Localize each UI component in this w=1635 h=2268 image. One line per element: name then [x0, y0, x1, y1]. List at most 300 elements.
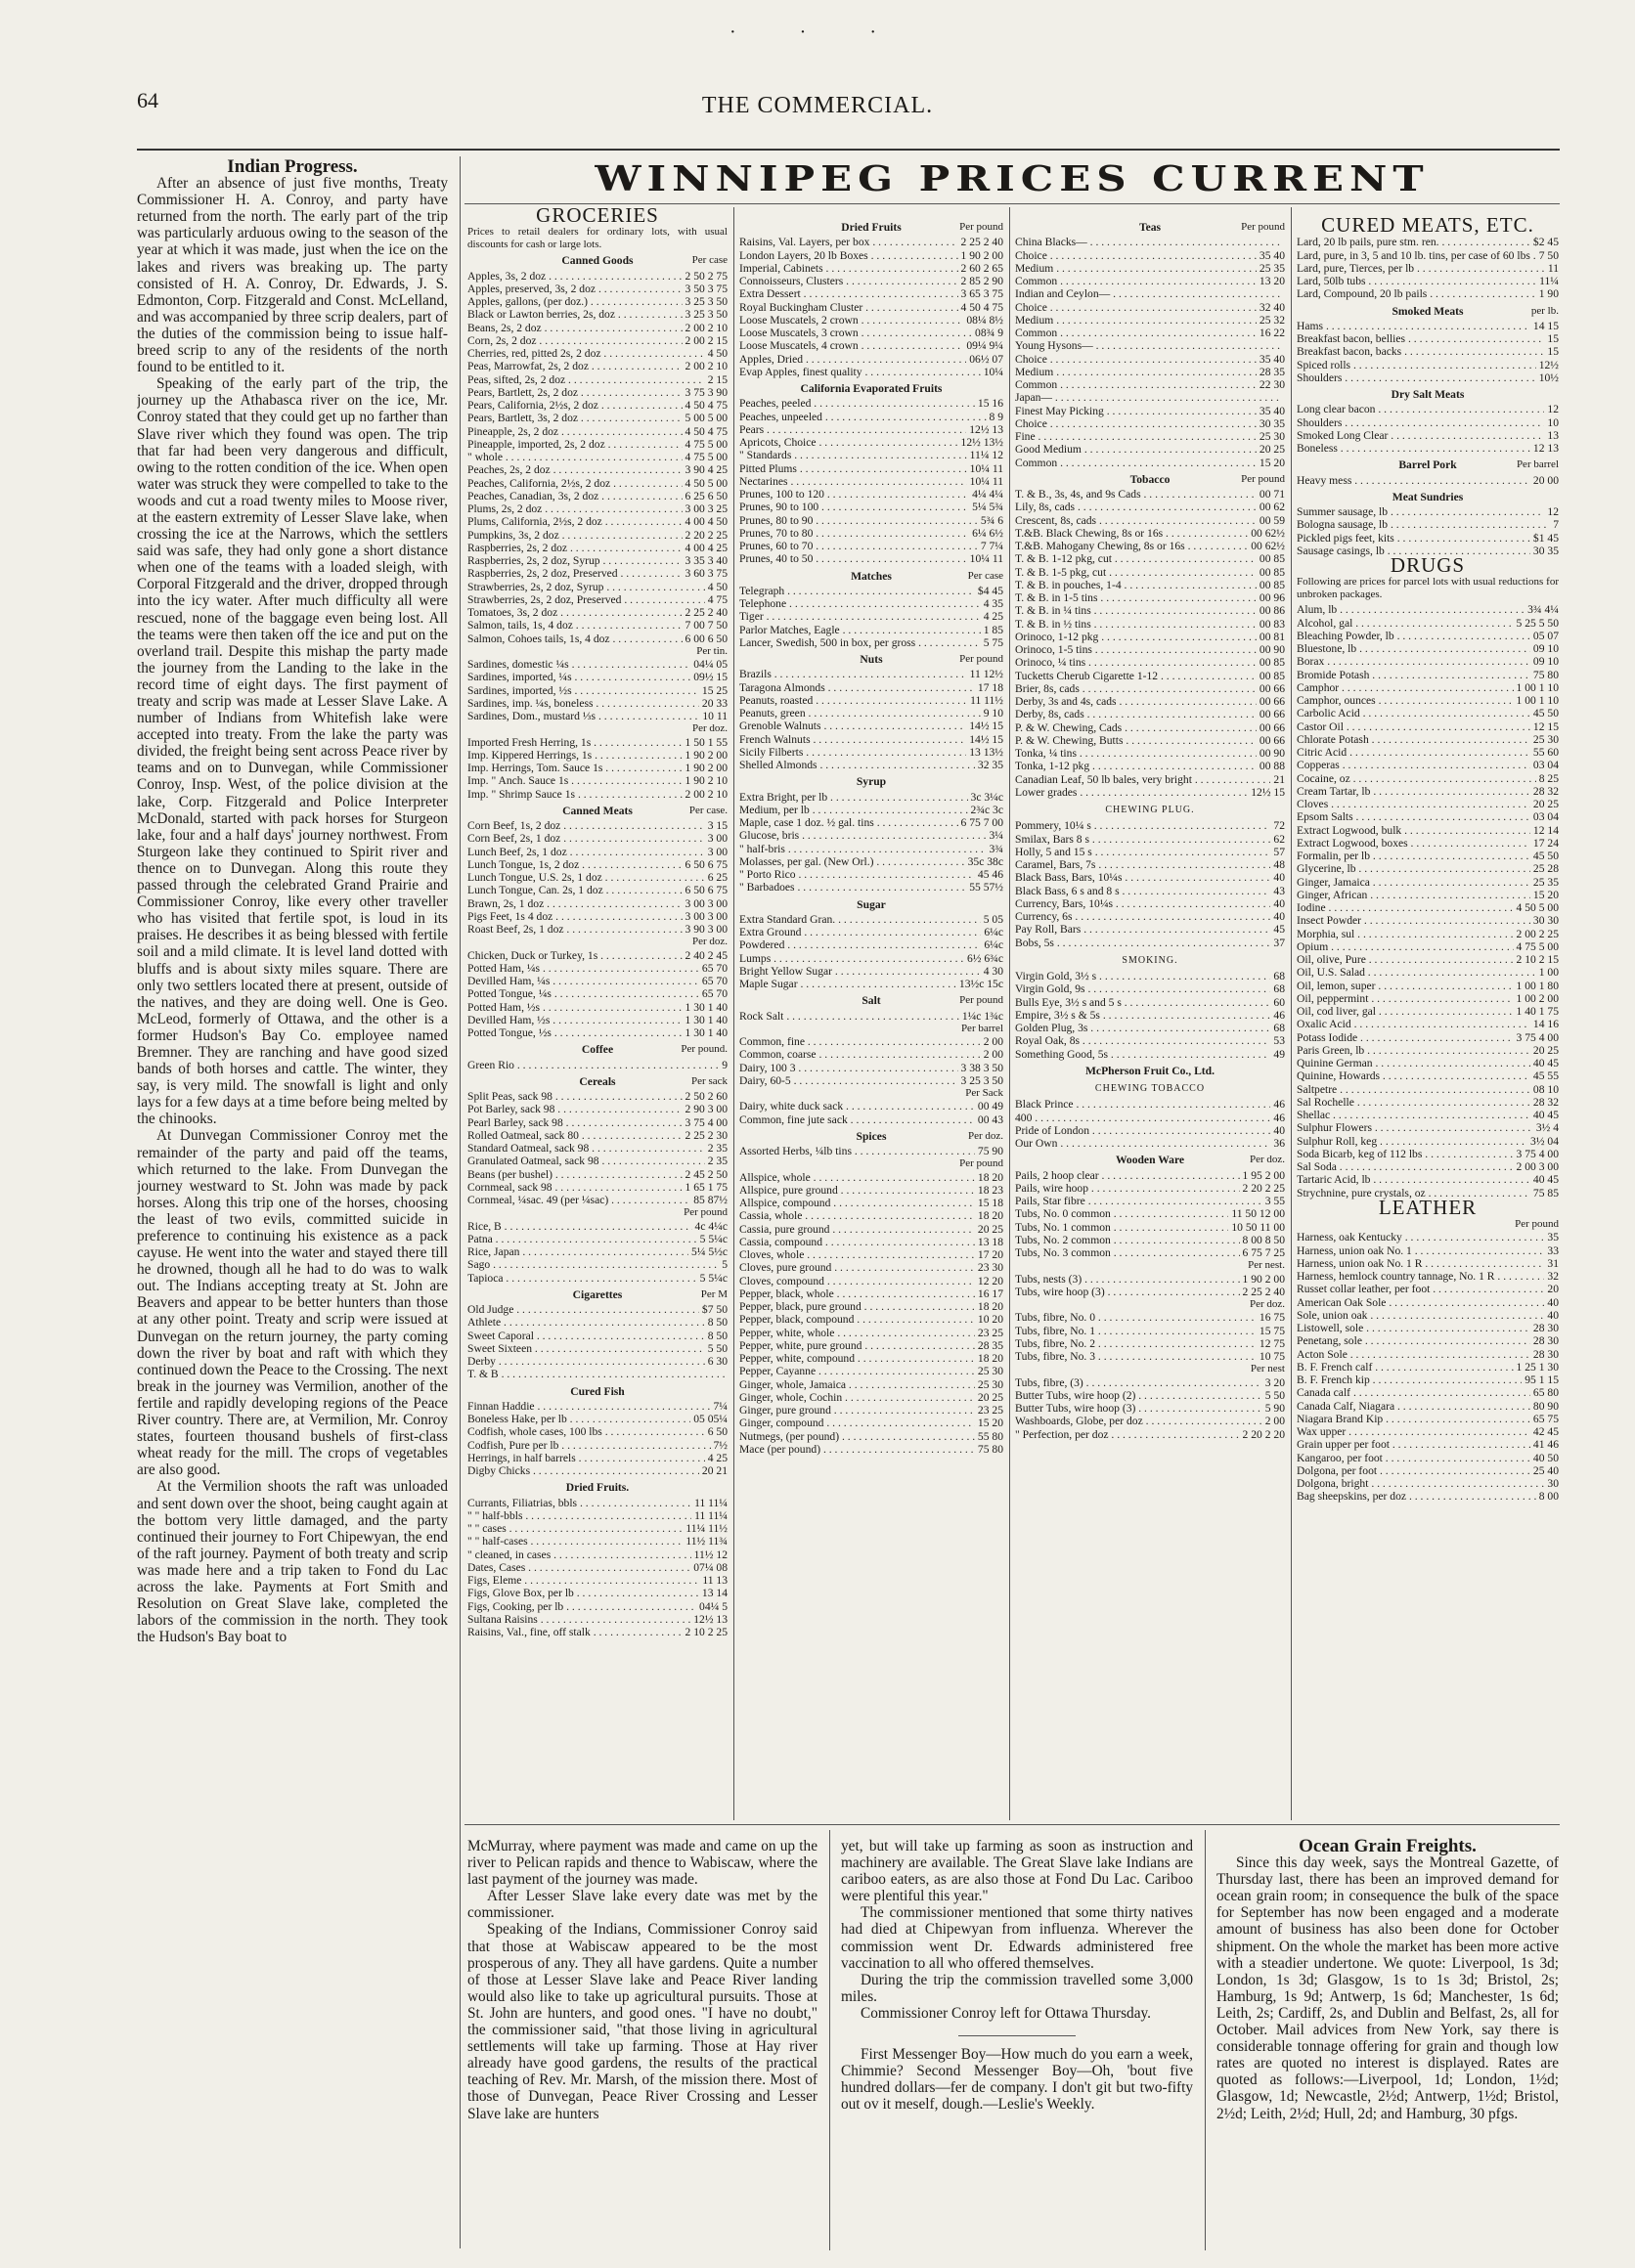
price-row	[739, 1248, 1003, 1261]
price-row	[739, 327, 1003, 339]
item-name: Alum, lb . . .	[1297, 603, 1525, 616]
price-row	[739, 1378, 1003, 1391]
item-price: 15 20	[977, 1417, 1003, 1430]
item-name: Sardines, imported, ¼s . . .	[467, 671, 690, 683]
item-name: Cream Tartar, lb . . .	[1297, 785, 1530, 798]
item-price: 1 50 1 55	[685, 735, 728, 749]
section-header-row	[467, 1481, 728, 1494]
item-price: 65 75	[1532, 1412, 1559, 1425]
item-price: 09 10	[1532, 655, 1559, 669]
item-name: Tubs, nests (3) . . .	[1015, 1273, 1240, 1286]
price-row	[467, 1561, 728, 1574]
item-name: Acton Sole . . .	[1297, 1348, 1530, 1361]
price-row	[467, 1400, 728, 1413]
item-price: 17 20	[977, 1248, 1003, 1261]
item-name: Cassia, whole . . .	[739, 1209, 975, 1222]
item-name: Kangaroo, per foot . . .	[1297, 1452, 1530, 1464]
price-row	[467, 1342, 728, 1355]
price-row	[1015, 1098, 1285, 1111]
price-row	[467, 1425, 728, 1438]
item-name: Pot Barley, sack 98 . . .	[467, 1103, 683, 1115]
price-row	[739, 501, 1003, 513]
item-price: 6¼ 6½	[972, 526, 1003, 540]
item-price: 08¼ 8½	[966, 313, 1003, 327]
item-price: 3½ 04	[1530, 1134, 1559, 1148]
price-row	[739, 353, 1003, 366]
item-name: Tubs, fibre, (3) . . .	[1015, 1376, 1262, 1389]
price-row	[467, 1330, 728, 1342]
price-row	[1297, 1018, 1559, 1030]
item-price: 00 59	[1259, 513, 1285, 527]
price-row	[1015, 1402, 1285, 1415]
price-row	[1015, 656, 1285, 669]
price-row	[467, 554, 728, 567]
item-name: Pears . . .	[739, 423, 966, 436]
price-row	[739, 1171, 1003, 1184]
price-row	[1015, 937, 1285, 949]
item-price: 4 75 5 00	[685, 437, 728, 451]
price-row	[467, 529, 728, 542]
price-row	[1297, 733, 1559, 746]
item-name: Virgin Gold, 9s . . .	[1015, 982, 1270, 995]
price-row	[739, 881, 1003, 894]
price-row	[467, 1439, 728, 1452]
item-price: 05 07	[1532, 629, 1559, 642]
item-name: Tubs, wire hoop (3) . . .	[1015, 1286, 1240, 1298]
price-row	[1297, 928, 1559, 940]
article-paragraph: At Dunvegan Commissioner Conroy met the remainder of the party and paid off the teams, which returned to the lake. From Dunvegan the journey westward to St. John was made by pack horses. Along this trip one of the horses, choosing the least of two evils, committed suicide in preference to continuing his existence as a pack cayuse. He went into the water and stayed there till he drowned, though all he had to do was to walk out. The Indians accepting treaty at St. John are Beavers and appear to be better hunters than those at any other point. Treaty and scrip were issued at Dunvegan on the return journey, the party coming down the river by boat and raft with which they continued down the Peace to the Crossing. The next break in the journey was Vermilion, another of the fertile and rapidly developing regions of the Peace River country. There are, at Vermilion, Mr. Conroy states, fourteen thousand bushels of first-class wheat ready for the mill. The crops of vegetables are also good.	[137, 1127, 448, 1479]
item-price: 06½ 07	[969, 352, 1003, 366]
item-name: Telegraph . . .	[739, 585, 975, 597]
section-heading: Cereals	[579, 1074, 616, 1088]
article-paragraph: Commissioner Conroy left for Ottawa Thursday.	[861, 2004, 1151, 2022]
item-price: 17 18	[977, 680, 1003, 694]
price-row	[467, 1522, 728, 1535]
price-row	[1297, 236, 1559, 248]
price-row	[1297, 249, 1559, 262]
price-row	[1015, 734, 1285, 747]
price-row	[467, 399, 728, 412]
item-price: 1 30 1 40	[685, 1026, 728, 1040]
item-price: 3 50 3 75	[685, 282, 728, 295]
item-price: 3¾ 4¼	[1527, 603, 1559, 617]
price-row	[1015, 970, 1285, 982]
item-price: 8 50	[707, 1316, 728, 1330]
price-row	[1297, 1044, 1559, 1057]
item-price: 2 00 3 00	[1516, 1160, 1559, 1174]
item-name: Oil, lemon, super . . .	[1297, 980, 1514, 992]
item-name: Prunes, 40 to 50 . . .	[739, 552, 967, 565]
item-price: 00 66	[1259, 720, 1285, 734]
item-price: 14½ 15	[969, 720, 1003, 733]
item-price: 00 62½	[1251, 526, 1285, 540]
item-name: Japan— . . .	[1015, 391, 1282, 404]
item-name: Choice . . .	[1015, 353, 1257, 366]
item-price: 3 20	[1264, 1375, 1285, 1389]
price-row	[467, 1168, 728, 1181]
item-name: Rice, B . . .	[467, 1220, 692, 1233]
price-row	[467, 451, 728, 463]
item-name: Tucketts Cherub Cigarette 1-12 . . .	[1015, 670, 1257, 682]
item-price: 09 10	[1532, 642, 1559, 656]
subsection-heading: CHEWING PLUG.	[1105, 805, 1195, 815]
item-price: 10 11	[702, 710, 728, 723]
price-row	[467, 425, 728, 438]
item-name: Bright Yellow Sugar . . .	[739, 965, 981, 978]
article-ocean-freights	[1216, 1838, 1559, 2248]
price-row	[467, 438, 728, 451]
item-name: Black Prince . . .	[1015, 1098, 1270, 1111]
section-heading: Dried Fruits.	[565, 1481, 630, 1495]
price-row	[467, 858, 728, 871]
section-header-row	[739, 221, 1003, 234]
price-row	[739, 314, 1003, 327]
item-name: " " half-bbls . . .	[467, 1509, 691, 1522]
item-name: Strychnine, pure crystals, oz . . .	[1297, 1187, 1530, 1199]
item-name: Tubs, fibre, No. 3 . . .	[1015, 1350, 1257, 1363]
item-price: 3 00 3 25	[685, 502, 728, 516]
item-price: 10¼ 11	[969, 474, 1003, 488]
item-name: Ginger, whole, Jamaica . . .	[739, 1378, 975, 1391]
item-price: 6½ 6¾c	[966, 951, 1003, 965]
article-title: Ocean Grain Freights.	[1299, 1838, 1477, 1856]
item-price: 1 85	[983, 623, 1003, 636]
unit-label: Per pound.	[681, 1043, 728, 1056]
joke-paragraph: First Messenger Boy—How much do you earn a week, Chimmie? Second Messenger Boy—Oh, 'bout five hundred dollars—fer de company. I don't git but two-fifty out ov it meself, dough.—Leslie's Weekly.	[841, 2046, 1193, 2114]
price-row	[1015, 643, 1285, 656]
item-price: 40 45	[1532, 1173, 1559, 1187]
item-price: 4 50 5 00	[1516, 901, 1559, 915]
price-row	[1015, 1337, 1285, 1350]
item-name: Opium . . .	[1297, 940, 1514, 953]
item-name: Glucose, bris . . .	[739, 829, 987, 842]
price-row	[467, 567, 728, 580]
price-row	[467, 1220, 728, 1233]
item-price: 7 00 7 50	[685, 619, 728, 632]
price-row	[739, 262, 1003, 275]
item-price: 32	[1547, 1270, 1559, 1284]
price-row	[739, 236, 1003, 248]
item-price: 08 10	[1532, 1082, 1559, 1096]
item-name: T. & B. 1-5 pkg, cut . . .	[1015, 566, 1257, 579]
item-price: 25 30	[977, 1365, 1003, 1378]
price-row	[1297, 810, 1559, 823]
item-price: 8 00 8 50	[1242, 1233, 1285, 1246]
item-price: 00 66	[1259, 695, 1285, 708]
item-name: Breakfast bacon, bellies . . .	[1297, 332, 1544, 345]
item-price: 2 50 2 75	[685, 269, 728, 283]
price-row	[1297, 505, 1559, 518]
item-name: Strawberries, 2s, 2 doz, Syrup . . .	[467, 581, 705, 593]
price-row	[1015, 275, 1285, 287]
price-row	[1015, 885, 1285, 897]
price-row	[467, 736, 728, 749]
price-row	[467, 1272, 728, 1285]
price-row	[1297, 681, 1559, 694]
item-price: 1 00 1 80	[1516, 979, 1559, 992]
item-name: Dairy, 60-5 . . .	[739, 1074, 958, 1087]
item-price: 13	[1547, 428, 1559, 442]
item-price: 95 1 15	[1525, 1374, 1559, 1387]
price-row	[1015, 301, 1285, 314]
item-name: Hams . . .	[1297, 320, 1530, 332]
price-row	[739, 816, 1003, 829]
item-name: Potted Tongue, ¼s . . .	[467, 987, 699, 1000]
unit-label: Per tin.	[696, 644, 728, 657]
banner-rule	[464, 203, 1560, 204]
price-row	[1015, 1376, 1285, 1389]
price-row	[1015, 1034, 1285, 1047]
item-name: Maple, case 1 doz. ½ gal. tins . . .	[739, 816, 958, 829]
item-price: 15 20	[1532, 888, 1559, 901]
price-row	[739, 1417, 1003, 1429]
item-name: Cloves, pure ground . . .	[739, 1261, 975, 1274]
item-name: Common . . .	[1015, 327, 1257, 339]
price-row	[739, 938, 1003, 951]
item-price: 45	[1273, 923, 1285, 937]
item-price: 00 85	[1259, 552, 1285, 566]
price-row	[1297, 1386, 1559, 1399]
item-name: Cloves, compound . . .	[739, 1275, 975, 1287]
item-name: Lard, Compound, 20 lb pails . . .	[1297, 287, 1536, 300]
price-row	[1015, 695, 1285, 708]
item-price: 12 75	[1259, 1336, 1285, 1350]
item-price: 62	[1273, 832, 1285, 846]
price-row	[467, 846, 728, 858]
item-name: Pride of London . . .	[1015, 1124, 1270, 1137]
price-row	[467, 910, 728, 923]
item-name: Black or Lawton berries, 2s, doz . . .	[467, 308, 683, 321]
price-row	[467, 832, 728, 845]
price-row	[1015, 1286, 1285, 1298]
item-name: Apples, Dried . . .	[739, 353, 966, 366]
price-row	[467, 1355, 728, 1368]
item-price: 4 50 4 75	[685, 399, 728, 413]
item-name: Granulated Oatmeal, sack 98 . . .	[467, 1155, 705, 1167]
price-row	[1015, 1325, 1285, 1337]
item-name: Split Peas, sack 98 . . .	[467, 1090, 683, 1103]
price-row	[1297, 655, 1559, 668]
price-row	[1297, 1173, 1559, 1186]
item-name: P. & W. Chewing, Cads . . .	[1015, 721, 1257, 734]
item-price: 10 20	[977, 1313, 1003, 1327]
item-price: 35c 38c	[967, 854, 1003, 868]
item-price: 9	[722, 1058, 728, 1071]
item-name: Strawberries, 2s, 2 doz, Preserved . . .	[467, 593, 705, 606]
item-price: 13 13½	[969, 745, 1003, 759]
article-continuation-1	[467, 1838, 818, 2248]
item-price: 40 45	[1532, 1057, 1559, 1070]
item-name: " Barbadoes . . .	[739, 881, 966, 894]
unit-label: Per case.	[688, 804, 728, 816]
item-name: Allspice, whole . . .	[739, 1171, 975, 1184]
price-row	[467, 1090, 728, 1103]
price-row	[739, 514, 1003, 527]
item-price: 40	[1273, 871, 1285, 885]
section-header-row	[1015, 1065, 1285, 1077]
item-price: 00 85	[1259, 669, 1285, 682]
price-row	[467, 1001, 728, 1014]
item-name: Loose Muscatels, 4 crown . . .	[739, 339, 963, 352]
item-name: Sal Soda . . .	[1297, 1160, 1514, 1173]
item-price: 28 35	[977, 1338, 1003, 1352]
price-row	[1297, 275, 1559, 287]
item-name: Old Judge . . .	[467, 1303, 699, 1316]
price-row	[467, 1026, 728, 1039]
price-row	[467, 581, 728, 593]
price-row	[1015, 527, 1285, 540]
price-row	[739, 636, 1003, 649]
article-continuation-2	[841, 1838, 1193, 2248]
item-price: 11 13	[702, 1574, 728, 1588]
item-name: T. & B. 1-12 pkg, cut . . .	[1015, 552, 1257, 565]
price-row	[467, 697, 728, 710]
item-price: 80 90	[1532, 1399, 1559, 1413]
price-row	[1015, 1234, 1285, 1246]
item-price: 8 50	[707, 1329, 728, 1342]
price-row	[739, 855, 1003, 868]
item-name: Potass Iodide . . .	[1297, 1031, 1514, 1044]
section-note: Prices to retail dealers for ordinary lots, with usual discounts for cash or large lots.	[467, 226, 728, 250]
item-name: Potted Tongue, ½s . . .	[467, 1026, 683, 1039]
item-price: 20 33	[701, 696, 728, 710]
article-indian-progress	[137, 158, 448, 2250]
item-name: Sal Rochelle . . .	[1297, 1096, 1530, 1109]
item-name: Telephone . . .	[739, 597, 981, 610]
item-price: 65 70	[701, 987, 728, 1001]
item-name: Apples, preserved, 3s, 2 doz . . .	[467, 283, 683, 295]
section-note: Following are prices for parcel lots with usual reductions for unbroken packages.	[1297, 576, 1559, 600]
item-price: 11¼ 11½	[685, 1522, 728, 1536]
item-price: 5¼ 5¾	[972, 501, 1003, 514]
unit-label: Per doz.	[691, 936, 728, 948]
item-price: 2 50 2 60	[685, 1090, 728, 1104]
item-price: 10 75	[1259, 1350, 1285, 1363]
article-paragraph: Speaking of the Indians, Commissioner Conroy said that those at Wabiscaw appeared to be the most prosperous of any. They all have gardens. Quite a number of those at Lesser Slave lake and Peace River landing would also like to take up agricultural pursuits. Those at St. John are hunters, and good ones. "I have no doubt," the commissioner said, "that those living in agricultural settlements will take up farming. Those at Hay river already have good gardens, the results of the practical teaching of Rev. Mr. Marsh, of the mission there. Most of those of Dunvegan, Peace River Crossing and Lesser Slave lake are hunters	[467, 1921, 818, 2122]
article-paragraph: The commissioner mentioned that some thirty natives had died at Chipewyan from influenza. Wherever the commission went Dr. Edwards administered free vaccination to all who offered themselves.	[841, 1904, 1193, 1972]
item-price: 6 50 6 75	[685, 884, 728, 897]
item-price: 30	[1547, 1477, 1559, 1491]
item-price: 57	[1273, 845, 1285, 858]
price-row	[467, 1548, 728, 1561]
item-name: Camphor, ounces . . .	[1297, 694, 1514, 707]
item-name: " Porto Rico . . .	[739, 868, 975, 881]
item-price: 11½ 11¾	[685, 1535, 728, 1548]
item-name: Orinoco, 1-12 pkg . . .	[1015, 631, 1257, 643]
price-row	[467, 270, 728, 283]
price-row	[739, 488, 1003, 501]
item-price: 1 00	[1538, 966, 1559, 980]
item-price: 07¼ 08	[693, 1560, 728, 1574]
item-price: 5 50	[1264, 1388, 1285, 1402]
item-price: 2 20 2 25	[1242, 1181, 1285, 1195]
item-name: Oil, cod liver, gal . . .	[1297, 1005, 1514, 1018]
price-row	[1297, 416, 1559, 429]
price-row	[467, 322, 728, 334]
item-name: Corn, 2s, 2 doz . . .	[467, 334, 683, 347]
item-price: 46	[1273, 1008, 1285, 1022]
price-row	[739, 1261, 1003, 1274]
price-row	[467, 1129, 728, 1142]
price-row	[1297, 442, 1559, 455]
item-price: 3 65 3 75	[960, 287, 1003, 301]
item-price: 3 90 3 00	[685, 923, 728, 937]
item-price: 2 35	[707, 1155, 728, 1168]
price-row	[1297, 1322, 1559, 1334]
article-paragraph: Since this day week, says the Montreal Gazette, of Thursday last, there has been an improved demand for ocean grain room; in consequence the bulk of the space for September has now been engaged and a moderate amount of business has also been done for October shipment. On the whole the market has been more active with a steadier undertone. We quote: Liverpool, 1s 3d; London, 1s 3d; Glasgow, 1s to 1s 3d; Bristol, 2s; Hamburg, 1s 9d; Antwerp, 1s 6d; Manchester, 1s 6d; Leith, 2s; Cardiff, 2s, and Dublin and Belfast, 2s, all for October. Mail advices from New York, say there is considerable tonnage offering for grain and though low rates are quoted no interest is displayed. Rates are quoted as follows:—Liverpool, 1d; London, 1½d; Glasgow, 1d; Newcastle, 2½d; Antwerp, 1½d; Bristol, 2½d; Leith, 2½d; Hull, 2d; and Hamburg, 30 pfgs.	[1216, 1854, 1559, 2122]
item-name: Harness, union oak No. 1 R . . .	[1297, 1257, 1544, 1270]
item-price: 20 00	[1532, 473, 1559, 487]
price-row	[467, 334, 728, 347]
price-row	[1015, 552, 1285, 565]
item-name: Lard, 50lb tubs . . .	[1297, 275, 1536, 287]
item-name: T.&B. Black Chewing, 8s or 16s . . .	[1015, 527, 1248, 540]
item-name: Choice . . .	[1015, 249, 1257, 262]
section-heading: Coffee	[581, 1043, 614, 1057]
item-name: Royal Oak, 8s . . .	[1015, 1034, 1270, 1047]
price-row	[1297, 980, 1559, 992]
item-price: 6 50	[707, 1425, 728, 1439]
price-row	[1015, 1124, 1285, 1137]
item-price: 23 25	[977, 1404, 1003, 1417]
item-price: 40	[1273, 1123, 1285, 1137]
item-price: 18 23	[977, 1183, 1003, 1197]
item-price: 05 05¼	[693, 1413, 728, 1426]
price-row	[739, 952, 1003, 965]
item-name: Virgin Gold, 3½ s . . .	[1015, 970, 1270, 982]
price-row	[1015, 721, 1285, 734]
item-price: 1 90 2 00	[960, 248, 1003, 262]
item-price: 2 00 2 10	[685, 360, 728, 373]
article-paragraph: At the Vermilion shoots the raft was unloaded and sent down over the shoot, being caught again at the bottom very little damaged, and the party continued their journey to Fort Chipewyan, the end of the raft journey. Payment of both treaty and scrip was made here and a trip taken to Fond du Lac across the lake. Payments at Fort Smith and Resolution on Great Slave lake, completed the labors of the commission in the north. They took the Hudson's Bay boat to	[137, 1478, 448, 1646]
item-name: Raisins, Val. Layers, per box . . .	[739, 236, 958, 248]
item-price: 3 00 3 00	[685, 896, 728, 910]
item-name: Imported Fresh Herring, 1s . . .	[467, 736, 683, 749]
item-name: Digby Chicks . . .	[467, 1464, 699, 1477]
item-price: 1 95 2 00	[1242, 1168, 1285, 1182]
price-row	[1015, 747, 1285, 760]
item-price: 45 55	[1532, 1069, 1559, 1083]
price-row	[467, 542, 728, 554]
item-name: Niagara Brand Kip . . .	[1297, 1413, 1530, 1425]
subsection-heading: CHEWING TOBACCO	[1094, 1083, 1206, 1094]
price-row	[1297, 359, 1559, 371]
item-name: Sago . . .	[467, 1258, 719, 1271]
price-row	[467, 477, 728, 490]
section-heading: GROCERIES	[536, 207, 659, 227]
price-row	[467, 373, 728, 386]
price-row	[467, 1535, 728, 1548]
price-row	[739, 965, 1003, 978]
price-row	[467, 975, 728, 987]
item-name: Pepper, white, pure ground . . .	[739, 1339, 975, 1352]
item-name: " Standards . . .	[739, 449, 967, 461]
price-row	[1297, 1477, 1559, 1490]
price-row	[1015, 631, 1285, 643]
item-name: Golden Plug, 3s . . .	[1015, 1022, 1270, 1034]
price-row	[467, 1303, 728, 1316]
price-row	[1297, 772, 1559, 785]
item-price: 2 00 2 10	[685, 321, 728, 334]
item-price: 75 80	[977, 1442, 1003, 1456]
item-name: Peaches, California, 2½s, 2 doz . . .	[467, 477, 683, 490]
price-row	[1297, 371, 1559, 384]
item-name: Green Rio . . .	[467, 1059, 719, 1071]
item-price: 4 00 4 25	[685, 541, 728, 554]
section-header-row	[1297, 305, 1559, 318]
section-header-row	[467, 805, 728, 817]
item-price: 10	[1547, 415, 1559, 429]
